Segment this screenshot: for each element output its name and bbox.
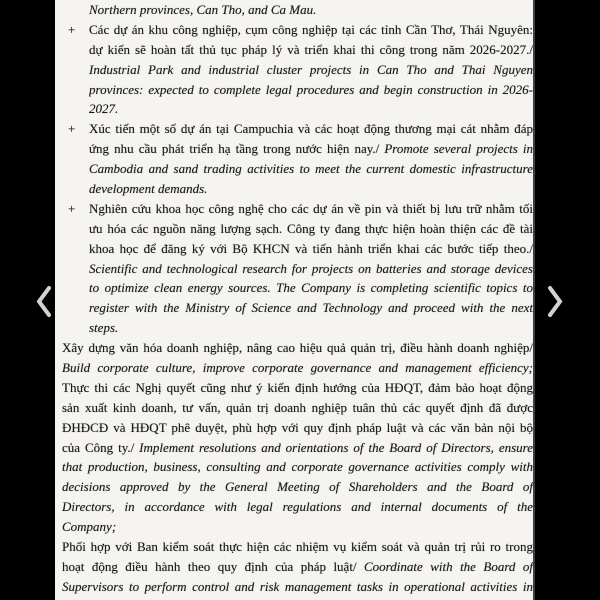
paragraph	[62, 0, 533, 20]
text-line: sản xuất kinh doanh, tư vấn, quản trị doanh nghiệp tuân thủ các quyết định đã được	[62, 399, 533, 415]
text-line: provinces: expected to complete legal procedures and begin construction in 2026-	[89, 81, 533, 97]
text-line: that production, business, consulting and corporate governance activities comply with	[62, 459, 533, 475]
text-line: steps.	[89, 320, 119, 336]
text-line: Các dự án khu công nghiệp, cụm công nghiệp tại các tỉnh Cần Thơ, Thái Nguyên:	[89, 21, 533, 37]
text-line: Thực thi các Nghị quyết cũng như ý kiến định hướng của HĐQT, đảm bảo hoạt động	[62, 379, 533, 395]
text-line: Industrial Park and industrial cluster projects in Can Tho and Thai Nguyen	[89, 61, 533, 77]
text-line: hoạt động điều hành theo quy định của pháp luật/ Coordinate with the Board of	[62, 558, 533, 574]
paragraph	[62, 338, 533, 597]
text-line: Nghiên cứu khoa học công nghệ cho các dự án về pin và thiết bị lưu trữ nhằm tối	[89, 200, 533, 216]
text-line: Xúc tiến một số dự án tại Campuchia và các hoạt động thương mại cát nhằm đáp	[89, 121, 533, 137]
text-line: ứng nhu cầu phát triển hạ tầng trong nước hiện nay./ Promote several projects in	[89, 141, 533, 157]
next-page-button[interactable]	[542, 283, 568, 323]
text-line: Company;	[62, 519, 117, 535]
text-line: register with the Ministry of Science and Technology and proceed with the next	[89, 300, 533, 316]
chevron-right-icon	[546, 285, 564, 321]
text-line: dự kiến sẽ hoàn tất thủ tục pháp lý và triển khai thi công trong năm 2026-2027./	[89, 41, 533, 57]
bullet-item	[62, 119, 533, 199]
text-line: Build corporate culture, improve corporate governance and management efficiency;	[62, 360, 533, 376]
text-line: Cambodia and sand trading activities to meet the current domestic infrastructure	[89, 161, 533, 177]
text-line: to optimize clean energy sources. The Company is completing scientific topics to	[89, 280, 533, 296]
prev-page-button[interactable]	[31, 283, 57, 323]
text-line: Supervisors to perform control and risk management tasks in operational activities in	[62, 578, 533, 594]
document-page	[55, 0, 535, 600]
text-line: ĐHĐCĐ và HĐQT phê duyệt, phù hợp với quy định pháp luật và các văn bản nội bộ	[62, 419, 533, 435]
text-line: Scientific and technological research for projects on batteries and storage devices	[89, 260, 533, 276]
text-line: decisions approved by the General Meeting of Shareholders and the Board of	[62, 479, 533, 495]
document-text	[62, 0, 533, 597]
bullet-marker: +	[68, 121, 76, 137]
text-line: development demands.	[89, 181, 208, 197]
bullet-marker: +	[68, 21, 76, 37]
bullet-item	[62, 199, 533, 338]
text-line: Northern provinces, Can Tho, and Ca Mau.	[89, 2, 317, 17]
chevron-left-icon	[35, 285, 53, 321]
text-line: Directors, in accordance with legal regulations and internal documents of the	[62, 499, 533, 515]
text-line: Phối hợp với Ban kiểm soát thực hiện các nhiệm vụ kiểm soát và quản trị rủi ro trong	[62, 539, 533, 555]
text-line: của Công ty./ Implement resolutions and orientations of the Board of Directors, ensure	[62, 439, 533, 455]
text-line: 2027.	[89, 101, 119, 117]
bullet-item	[62, 20, 533, 119]
text-line: ưu hóa các nguồn năng lượng sạch. Công ty đang thực hiện hoàn thiện các đề tài	[89, 220, 533, 236]
text-line: khoa học để đăng ký với Bộ KHCN và tiến hành triển khai các bước tiếp theo./	[89, 240, 533, 256]
text-line: Xây dựng văn hóa doanh nghiệp, nâng cao hiệu quả quản trị, điều hành doanh nghiệp/	[62, 340, 533, 356]
bullet-marker: +	[68, 200, 76, 216]
